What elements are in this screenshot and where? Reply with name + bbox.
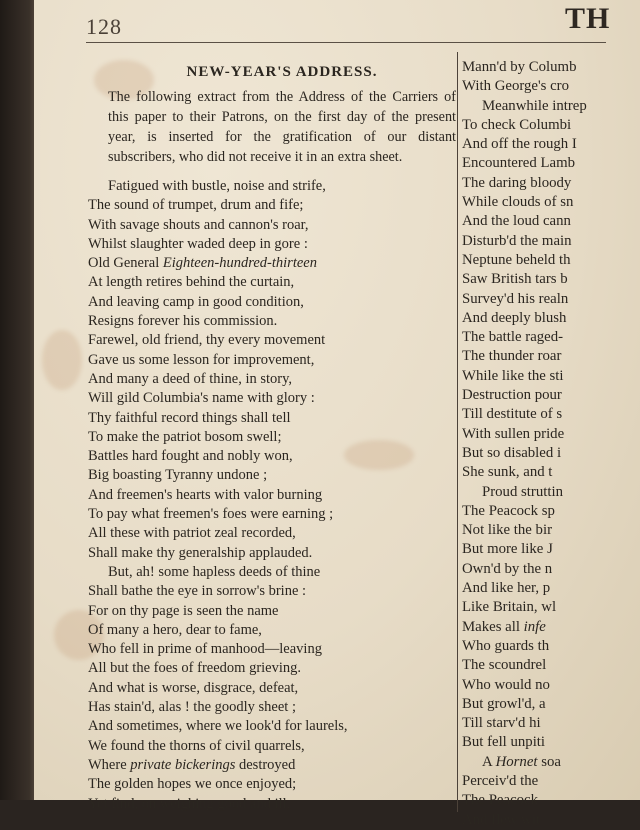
header-rule — [86, 42, 606, 43]
column-rule — [457, 52, 458, 812]
right-column-line: To check Columbi — [462, 116, 572, 133]
right-column-line: Own'd by the n — [462, 560, 553, 577]
poem-line: Whilst slaughter waded deep in gore : — [88, 235, 308, 252]
poem-line: But, ah! some hapless deeds of thine — [108, 563, 321, 580]
poem-line: All but the foes of freedom grieving. — [88, 660, 302, 677]
poem-line: We found the thorns of civil quarrels, — [88, 737, 305, 754]
right-column-line: Perceiv'd the — [462, 772, 539, 789]
right-column-line: Till destitute of s — [462, 406, 563, 423]
right-column-line: Survey'd his realn — [462, 290, 569, 307]
right-column-line: Who would no — [462, 676, 550, 693]
article-headline: NEW-YEAR'S ADDRESS. — [186, 64, 378, 80]
right-column — [462, 58, 640, 830]
right-column-line: But more like J — [462, 541, 553, 558]
right-column-line: The thunder roar — [462, 348, 562, 365]
poem-line: For on thy page is seen the name — [88, 602, 279, 619]
poem-line: Where private bickerings destroyed — [88, 756, 296, 773]
poem-line: Farewel, old friend, thy every movement — [88, 332, 326, 349]
right-column-line: But fell unpiti — [462, 734, 546, 751]
right-column-line: Encountered Lamb — [462, 155, 575, 172]
right-column-line: And flew wit — [462, 811, 541, 828]
right-column-line: Disturb'd the main — [462, 232, 572, 249]
left-column — [88, 60, 456, 814]
right-column-line: Like Britain, wl — [462, 599, 557, 616]
right-column-line: Not like the bir — [462, 522, 552, 539]
right-column-line: Makes all infe — [462, 618, 546, 635]
poem-line: Yet find, on weighing good and ill, — [88, 795, 291, 812]
right-column-line: With sullen pride — [462, 425, 565, 442]
right-column-line: Who guards th — [462, 637, 550, 654]
right-column-line: And the loud cann — [462, 213, 571, 230]
poem-line: Gave us some lesson for improvement, — [88, 351, 315, 368]
poem-line: To pay what freemen's foes were earning ; — [88, 506, 334, 523]
poem-line: Fatigued with bustle, noise and strife, — [108, 178, 326, 194]
poem-line: Resigns forever his commission. — [88, 313, 278, 330]
right-column-line: But so disabled i — [462, 444, 562, 461]
right-column-line: Proud struttin — [482, 483, 563, 500]
intro-paragraph: The following extract from the Address of the Carriers of this paper to their Patrons, on the first day of the present year, is inserted for the gratification of our distant subscribers, who did not receive it in an extra sheet. — [108, 89, 456, 165]
age-stain — [42, 330, 82, 390]
right-column-line: The battle raged- — [462, 329, 564, 346]
poem-line: Shall bathe the eye in sorrow's brine : — [88, 583, 307, 600]
right-column-line: The Peacock sp — [462, 502, 555, 519]
poem-line: With savage shouts and cannon's roar, — [88, 216, 309, 233]
page-number: 128 — [86, 14, 122, 39]
right-column-line: Saw British tars b — [462, 271, 568, 288]
right-column-line: Neptune beheld th — [462, 251, 571, 268]
right-column-line: While like the sti — [462, 367, 564, 384]
right-column-line: Till starv'd hi — [462, 715, 541, 732]
poem-line: Thy faithful record things shall tell — [88, 409, 291, 426]
poem-line: Old General Eighteen-hundred-thirteen — [88, 255, 317, 272]
poem-line: Has stain'd, alas ! the goodly sheet ; — [88, 699, 296, 716]
poem-line: Who fell in prime of manhood—leaving — [88, 641, 322, 658]
right-column-line: While clouds of sn — [462, 194, 574, 211]
poem-line: Big boasting Tyranny undone ; — [88, 467, 268, 484]
right-column-line: Mann'd by Columb — [462, 59, 577, 75]
running-head: TH — [565, 2, 611, 35]
article-intro — [88, 87, 456, 167]
right-column-line: And off the rough I — [462, 136, 577, 153]
right-column-line: With George's cro — [462, 78, 569, 95]
right-column-line: The scoundrel — [462, 657, 547, 674]
poem — [88, 177, 456, 814]
right-column-line: But growl'd, a — [462, 695, 546, 712]
right-column-line: Meanwhile intrep — [482, 97, 587, 114]
right-column-line: And like her, p — [462, 580, 551, 597]
right-column-line: A Hornet soa — [482, 753, 561, 770]
poem-line: And many a deed of thine, in story, — [88, 370, 293, 387]
right-column-line: The daring bloody — [462, 174, 572, 191]
right-column-line: She sunk, and t — [462, 464, 553, 481]
poem-line: At length retires behind the curtain, — [88, 274, 295, 291]
poem-line: All these with patriot zeal recorded, — [88, 525, 296, 542]
right-column-line: Destruction pour — [462, 387, 562, 404]
poem-line: And freemen's hearts with valor burning — [88, 486, 323, 503]
poem-line: Shall make thy generalship applauded. — [88, 544, 313, 561]
poem-line: To make the patriot bosom swell; — [88, 428, 282, 445]
right-column-line: And deeply blush — [462, 309, 567, 326]
poem-line: The sound of trumpet, drum and fife; — [88, 197, 304, 214]
poem-line: And what is worse, disgrace, defeat, — [88, 679, 299, 696]
poem-line: Of many a hero, dear to fame, — [88, 621, 262, 638]
right-column-line: The Peacock — [462, 792, 539, 809]
poem-line: The golden hopes we once enjoyed; — [88, 776, 297, 793]
poem-line: And sometimes, where we look'd for laurels, — [88, 718, 348, 735]
poem-line: Battles hard fought and nobly won, — [88, 448, 293, 465]
poem-line: Will gild Columbia's name with glory : — [88, 390, 315, 407]
poem-line: And leaving camp in good condition, — [88, 293, 304, 310]
